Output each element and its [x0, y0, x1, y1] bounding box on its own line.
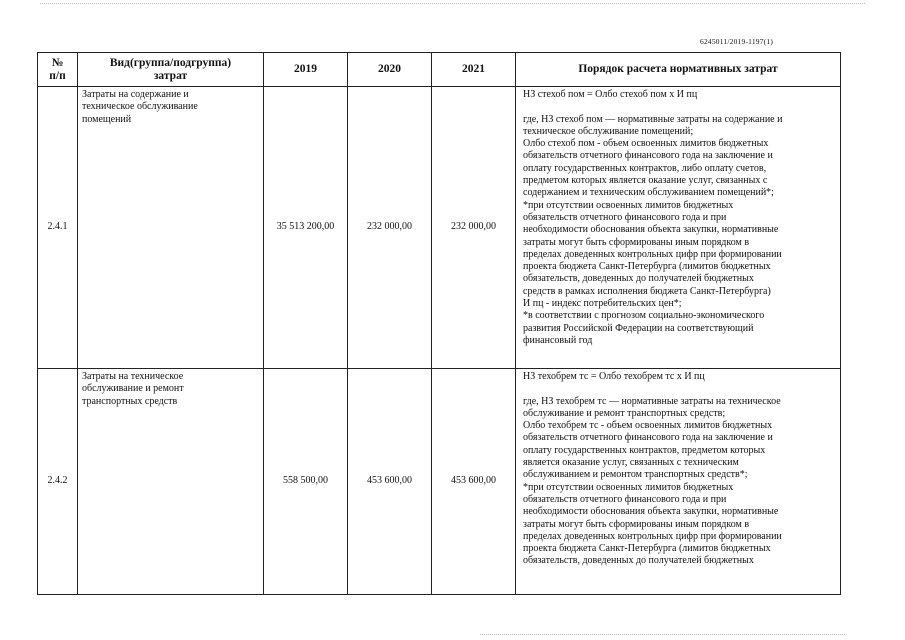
- header-2019: 2019: [264, 53, 348, 87]
- norms-table: [37, 52, 841, 595]
- row-number: 2.4.1: [38, 87, 78, 369]
- value-2020: 453 600,00: [348, 369, 432, 595]
- document-number: 6245011/2019-1197(1): [700, 37, 774, 46]
- row-number: 2.4.2: [38, 369, 78, 595]
- scan-artifact-bottom: [480, 634, 845, 636]
- value-2021: 232 000,00: [432, 87, 516, 369]
- header-order: Порядок расчета нормативных затрат: [516, 53, 841, 87]
- header-name: Вид(группа/подгруппа) затрат: [78, 53, 264, 87]
- header-num: № п/п: [38, 53, 78, 87]
- value-2019: 558 500,00: [264, 369, 348, 595]
- header-row: [38, 53, 841, 87]
- scan-artifact-top: [40, 3, 865, 5]
- header-2021: 2021: [432, 53, 516, 87]
- table-row: [38, 369, 841, 595]
- value-2021: 453 600,00: [432, 369, 516, 595]
- header-2020: 2020: [348, 53, 432, 87]
- table-row: [38, 87, 841, 369]
- value-2019: 35 513 200,00: [264, 87, 348, 369]
- cost-type: Затраты на техническое обслуживание и ремонт транспортных средств: [78, 369, 264, 595]
- cost-type: Затраты на содержание и техническое обслуживание помещений: [78, 87, 264, 369]
- calculation-order: НЗ стехоб пом = Олбо стехоб пом х И пц где, НЗ стехоб пом — нормативные затраты на содержание и техническое обслуживание помещений; Олбо стехоб пом - объем освоенных лимитов бюджетных обязательств отчетного финансового года на заключение и оплату государственных контрактов, либо оплату счетов, предметом которых является оказание услуг, связанных с содержанием и техническим обслуживанием помещений*; *при отсутствии освоенных лимитов бюджетных обязательств отчетного финансового года и при необходимости обоснования объекта закупки, нормативные затраты могут быть сформированы иным порядком в пределах доведенных контрольных цифр при формировании проекта бюджета Санкт-Петербурга (лимитов бюджетных обязательств, доведенных до получателей бюджетных средств в рамках исполнения бюджета Санкт-Петербурга) И пц - индекс потребительских цен*; *в соответствии с прогнозом социально-экономического развития Российской Федерации на соответствующий финансовый год: [516, 87, 841, 369]
- value-2020: 232 000,00: [348, 87, 432, 369]
- calculation-order: НЗ техобрем тс = Олбо техобрем тс х И пц где, НЗ техобрем тс — нормативные затраты на техническое обслуживание и ремонт транспортных средств; Олбо техобрем тс - объем освоенных лимитов бюджетных обязательств отчетного финансового года на заключение и оплату государственных контрактов, предметом которых является оказание услуг, связанных с техническим обслуживанием и ремонтом транспортных средств*; *при отсутствии освоенных лимитов бюджетных обязательств отчетного финансового года и при необходимости обоснования объекта закупки, нормативные затраты могут быть сформированы иным порядком в пределах доведенных контрольных цифр при формировании проекта бюджета Санкт-Петербурга (лимитов бюджетных обязательств, доведенных до получателей бюджетных: [516, 369, 841, 595]
